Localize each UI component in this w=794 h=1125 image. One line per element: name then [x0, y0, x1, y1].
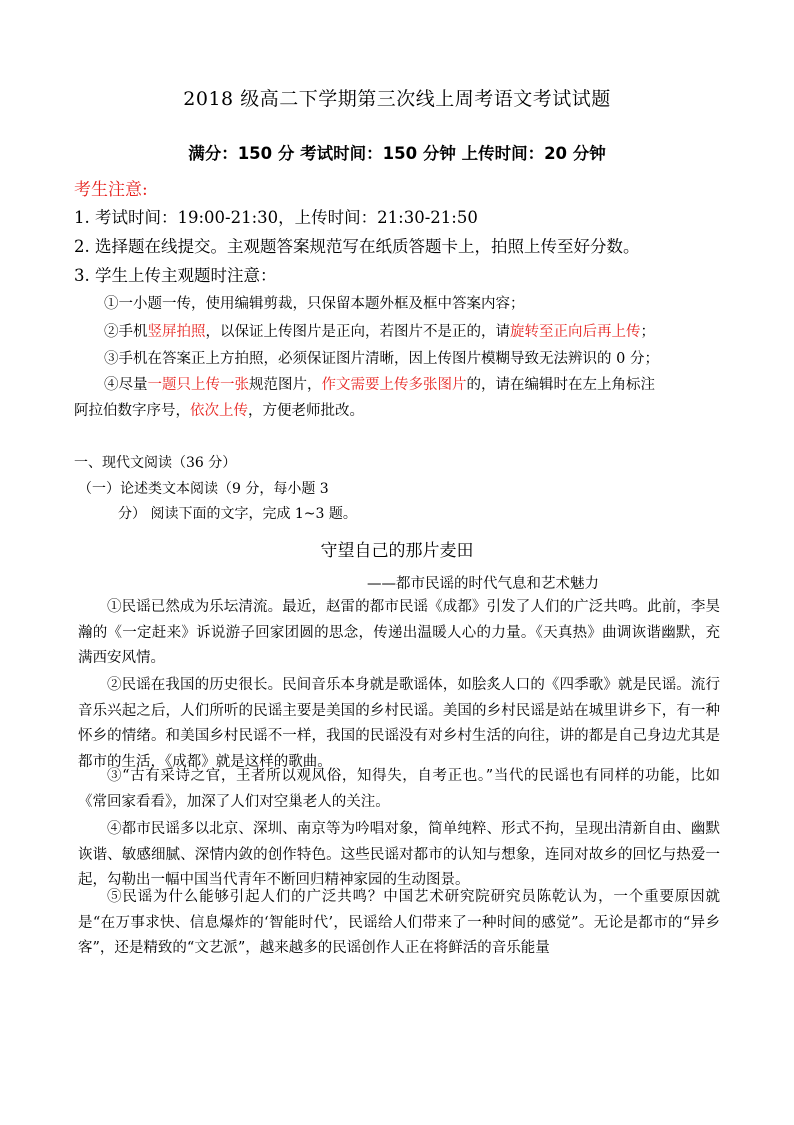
notice-sub-4-line-1 — [104, 373, 655, 394]
notice-sub-4-highlight-g: 依次上传 — [190, 403, 248, 419]
notice-sub-2-highlight-a: 竖屏拍照 — [147, 324, 206, 340]
notice-item-3: 3. 学生上传主观题时注意： — [74, 266, 277, 285]
section-subheading: （一）论述类文本阅读（9 分，每小题 3 — [78, 481, 329, 497]
notice-heading: 考生注意: — [74, 180, 148, 200]
notice-sub-4-line-2 — [74, 399, 364, 420]
article-paragraph-2: ②民谣在我国的历史很长。民间音乐本身就是歌谣体，如脍炙人口的《四季歌》就是民谣。流行音乐兴起之后，人们所听的民谣主要是美国的乡村民谣。美国的乡村民谣是站在城里讲乡下，有一种怀乡的情绪。和美国乡村民谣不一样，我国的民谣没有对乡村生活的向往，讲的都是自己身边尤其是都市的生活，《成都》就是这样的歌曲。 — [78, 677, 720, 771]
article-subtitle: ——都市民谣的时代气息和艺术魅力 — [367, 576, 599, 592]
notice-sub-2-highlight-d: 旋转至正向后再上传 — [510, 324, 641, 340]
notice-sub-4-text-c: 规范图片， — [249, 377, 322, 393]
notice-sub-1: ①一小题一传，使用编辑剪裁，只保留本题外框及框中答案内容； — [104, 296, 525, 312]
notice-sub-2-text-c: ，以保证上传图片是正向，若图片不是正的，请 — [205, 324, 510, 340]
notice-sub-4-text-a: ④尽量 — [104, 377, 148, 393]
article-paragraph-1: ①民谣已然成为乐坛清流。最近，赵雷的都市民谣《成都》引发了人们的广泛共鸣。此前，李昊瀚的《一定赶来》诉说游子回家团圆的思念，传递出温暖人心的力量。《天真热》曲调诙谐幽默，充满西安风情。 — [78, 599, 720, 667]
notice-item-2: 2. 选择题在线提交。主观题答案规范写在纸质答题卡上，拍照上传至好分数。 — [74, 237, 640, 256]
notice-item-1: 1. 考试时间：19:00-21:30，上传时间：21:30-21:50 — [74, 208, 478, 227]
notice-sub-4-highlight-b: 一题只上传一张 — [147, 377, 249, 393]
notice-sub-3: ③手机在答案正上方拍照，必须保证图片清晰，因上传图片模糊导致无法辨识的 0 分； — [104, 351, 659, 367]
section-instruction: 分） 阅读下面的文字，完成 1~3 题。 — [118, 506, 357, 522]
article-paragraph-3: ③“古有采诗之官，王者所以观风俗，知得失，自考正也。”当代的民谣也有同样的功能，比如《常回家看看》，加深了人们对空巢老人的关注。 — [78, 768, 720, 810]
notice-sub-2-text-e: ； — [640, 324, 655, 340]
notice-sub-2 — [104, 320, 655, 341]
notice-sub-2-text-a: ②手机 — [104, 324, 148, 340]
article-title: 守望自己的那片麦田 — [320, 541, 474, 561]
notice-sub-4-text-h: ，方便老师批改。 — [248, 403, 364, 419]
notice-sub-4-text-e: 的，请在编辑时在左上角标注 — [466, 377, 655, 393]
notice-sub-4-text-f: 阿拉伯数字序号， — [74, 403, 190, 419]
notice-sub-4-highlight-d: 作文需要上传多张图片 — [321, 377, 467, 393]
section-heading: 一、现代文阅读（36 分） — [74, 455, 237, 471]
exam-title: 2018 级高二下学期第三次线上周考语文考试试题 — [183, 88, 611, 110]
article-paragraph-5: ⑤民谣为什么能够引起人们的广泛共鸣？中国艺术研究院研究员陈乾认为，一个重要原因就是“在万事求快、信息爆炸的‘智能时代’，民谣给人们带来了一种时间的感觉”。无论是都市的“异乡客”，还是精致的“文艺派”，越来越多的民谣创作人正在将鲜活的音乐能量 — [78, 889, 720, 957]
score-time-line: 满分：150 分 考试时间：150 分钟 上传时间：20 分钟 — [188, 144, 606, 163]
article-paragraph-4: ④都市民谣多以北京、深圳、南京等为吟唱对象，简单纯粹、形式不拘，呈现出清新自由、幽默诙谐、敏感细腻、深情内敛的创作特色。这些民谣对都市的认知与想象，连同对故乡的回忆与热爱一起，勾勒出一幅中国当代青年不断回归精神家园的生动图景。 — [78, 821, 720, 889]
